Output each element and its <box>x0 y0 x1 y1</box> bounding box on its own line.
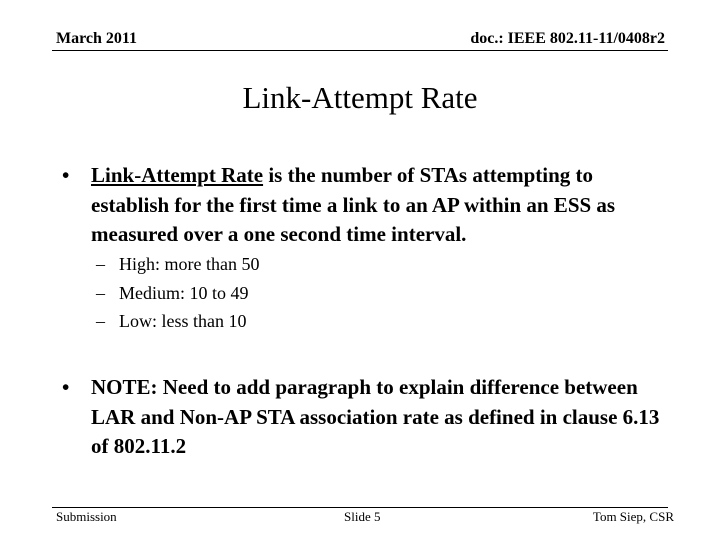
bullet-1 <box>60 161 660 250</box>
bullet-1-term: Link-Attempt Rate <box>91 163 264 187</box>
header-date: March 2011 <box>56 30 138 47</box>
sub-item-high <box>96 250 259 279</box>
slide-title: Link-Attempt Rate <box>242 80 478 115</box>
bullet-dot-icon: • <box>62 163 70 187</box>
footer-author: Tom Siep, CSR <box>592 509 674 524</box>
dash-icon: – <box>96 311 105 331</box>
dash-icon: – <box>96 254 105 274</box>
bullet-dot-icon: • <box>62 375 70 399</box>
sub-item-text: High: more than 50 <box>119 254 260 274</box>
header-divider <box>52 50 668 51</box>
dash-icon: – <box>96 282 105 303</box>
bullet-2-text: NOTE: Need to add paragraph to explain difference between LAR and Non-AP STA association rate as defined in clause 6.13 of 802.11.2 <box>91 375 660 458</box>
footer-submission: Submission <box>56 509 117 524</box>
sub-item-medium <box>96 279 259 308</box>
sub-list <box>96 250 259 336</box>
bullet-1-text <box>91 161 660 250</box>
sub-item-text: Medium: 10 to 49 <box>119 282 249 303</box>
footer-divider <box>52 507 668 508</box>
sub-item-text: Low: less than 10 <box>119 311 247 331</box>
bullet-1-rest: is the number of STAs attempting to establish for the first time a link to an AP within an ESS as measured over a one second time interval. <box>91 163 616 246</box>
sub-item-low <box>96 307 259 336</box>
header-doc-id: doc.: IEEE 802.11-11/0408r2 <box>470 30 665 47</box>
bullet-2 <box>60 373 660 462</box>
footer-slide-number: Slide 5 <box>344 509 381 524</box>
